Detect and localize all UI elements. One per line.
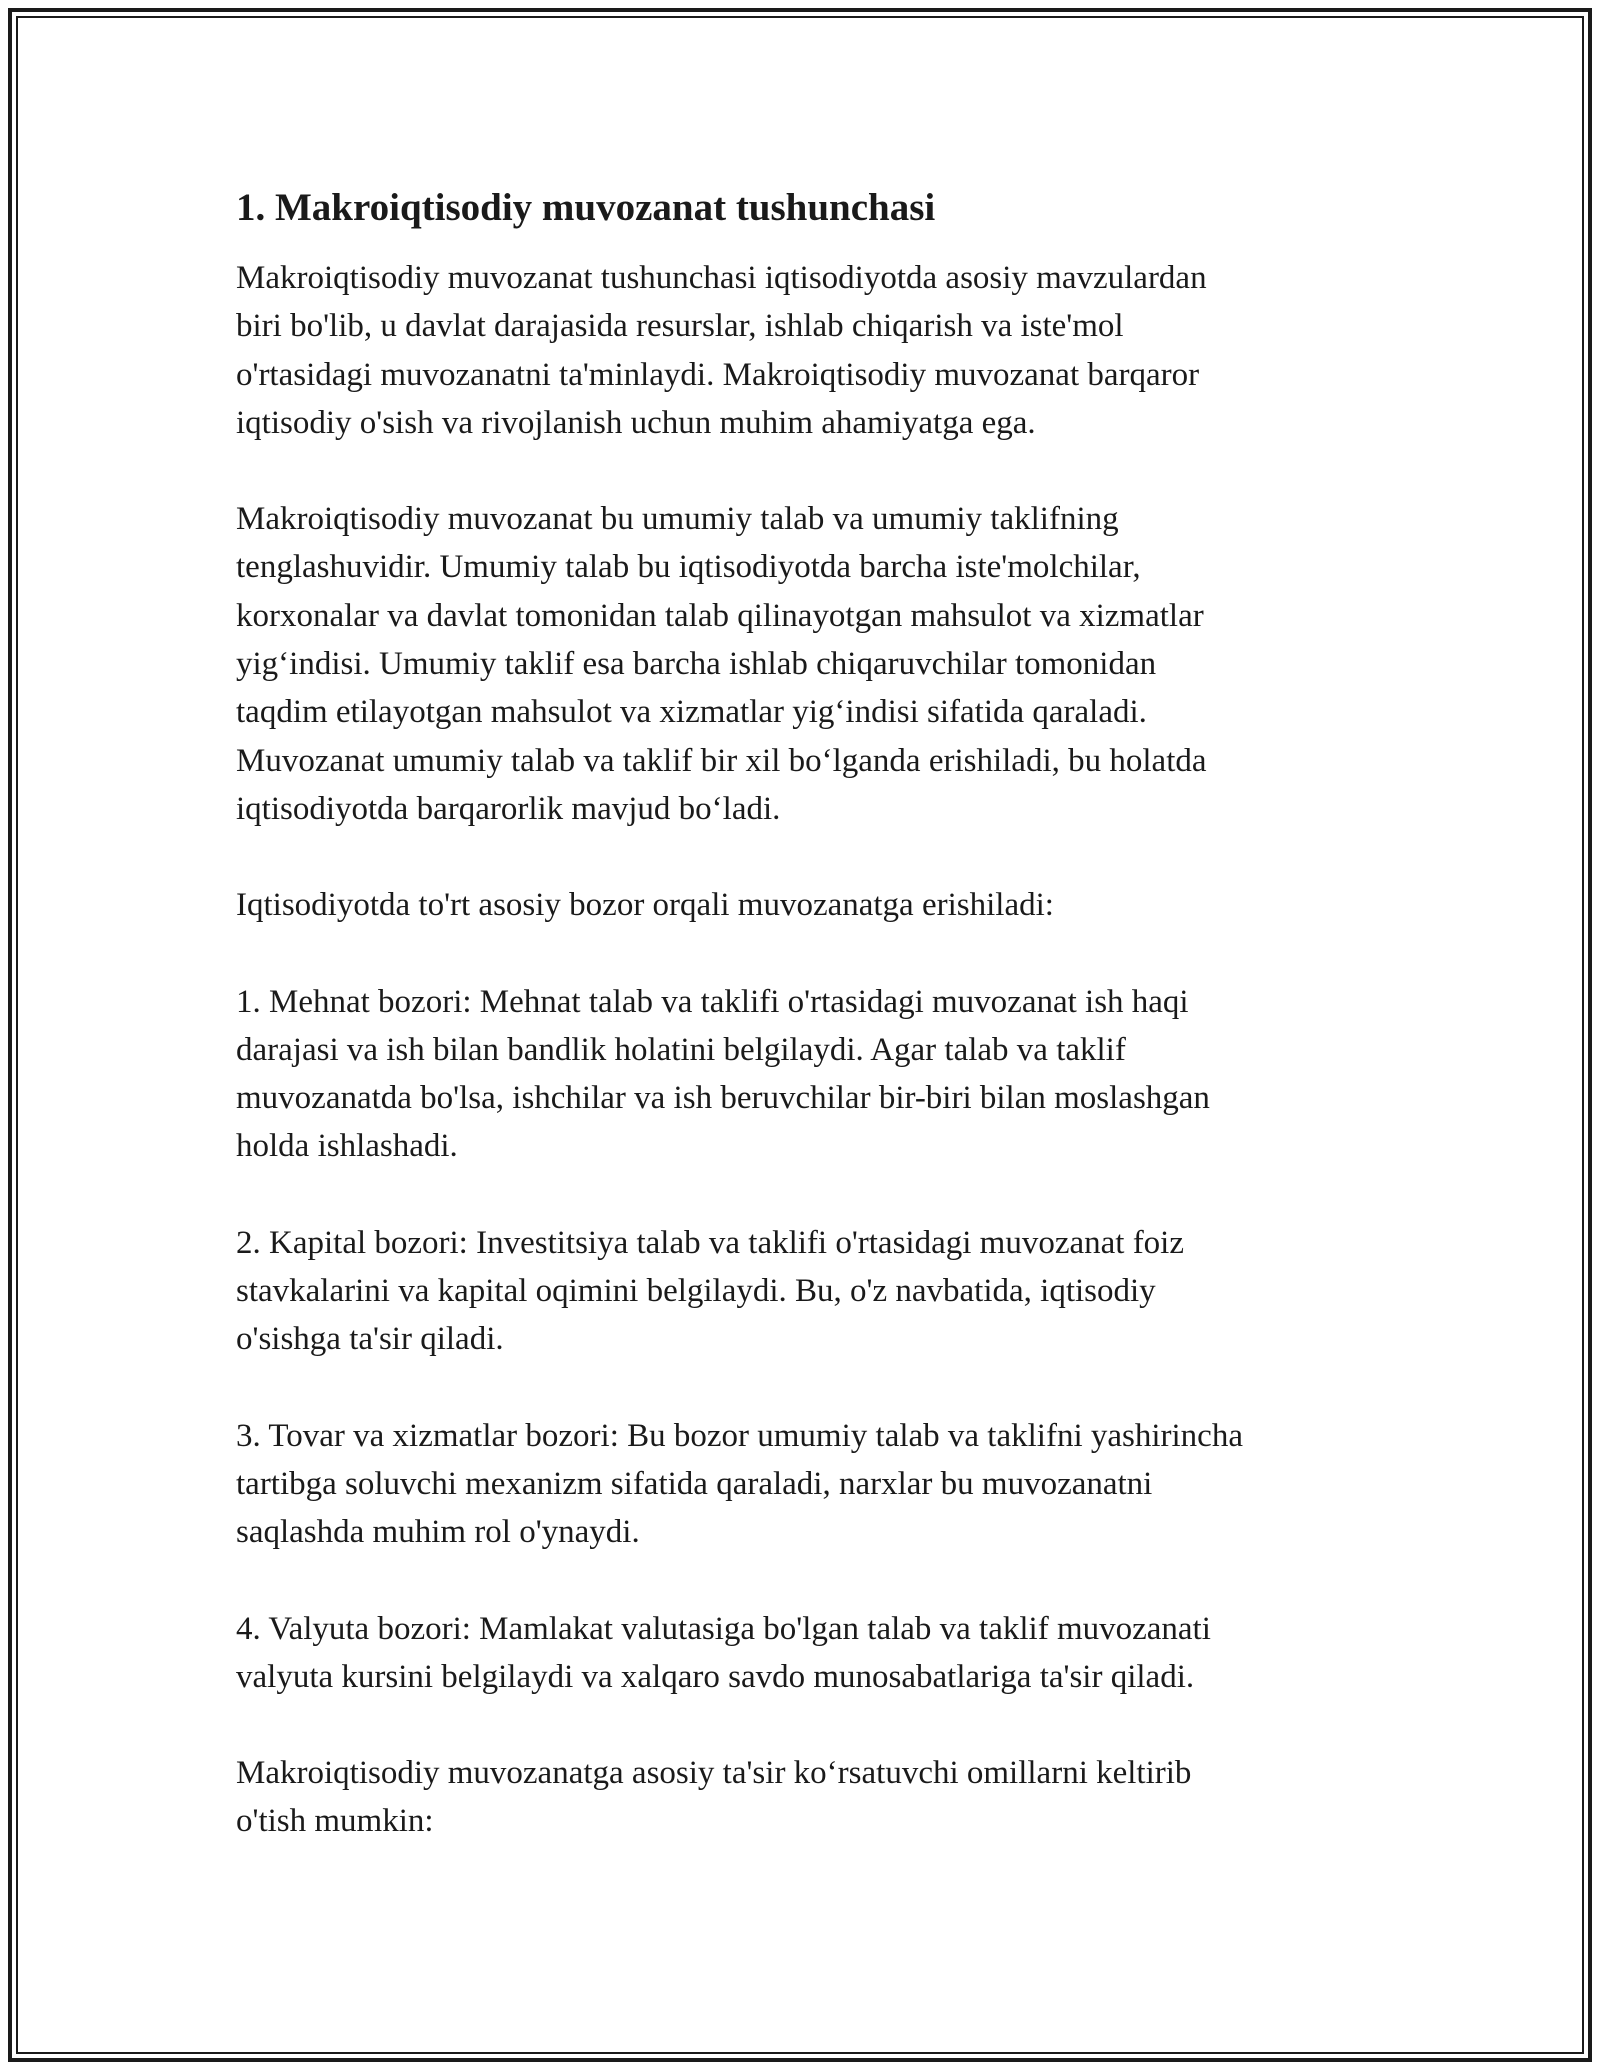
list-item-goods-market: 3. Tovar va xizmatlar bozori: Bu bozor umumiy talab va taklifni yashirincha tartibga soluvchi mexanizm sifatida qaraladi, narxlar bu muvozanatni saqlashda muhim rol o'ynaydi. bbox=[236, 1417, 1243, 1551]
list-item-capital-market: 2. Kapital bozori: Investitsiya talab va taklifi o'rtasidagi muvozanat foiz stavkalarini va kapital oqimini belgilaydi. Bu, o'z navbatida, iqtisodiy o'sishga ta'sir qiladi. bbox=[236, 1224, 1184, 1358]
paragraph-factors-intro: Makroiqtisodiy muvozanatga asosiy ta'sir ko‘rsatuvchi omillarni keltirib o'tish mumkin: bbox=[236, 1755, 1192, 1840]
paragraph-markets-intro: Iqtisodiyotda to'rt asosiy bozor orqali muvozanatga erishiladi: bbox=[236, 887, 1054, 924]
document-body bbox=[236, 184, 1386, 1846]
section-heading: 1. Makroiqtisodiy muvozanat tushunchasi bbox=[236, 186, 936, 229]
list-item-labor-market: 1. Mehnat bozori: Mehnat talab va taklifi o'rtasidagi muvozanat ish haqi darajasi va ish bilan bandlik holatini belgilaydi. Agar talab va taklif muvozanatda bo'lsa, ishchilar va ish beruvchilar bir-biri bilan moslashgan holda ishlashadi. bbox=[236, 983, 1210, 1165]
paragraph-definition: Makroiqtisodiy muvozanat bu umumiy talab va umumiy taklifning tenglashuvidir. Umumiy talab bu iqtisodiyotda barcha iste'molchilar, korxonalar va davlat tomonidan talab qilinayotgan mahsulot va xizmatlar yig‘indisi. Umumiy taklif esa barcha ishlab chiqaruvchilar tomonidan taqdim etilayotgan mahsulot va xizmatlar yig‘indisi sifatida qaraladi. Muvozanat umumiy talab va taklif bir xil bo‘lganda erishiladi, bu holatda iqtisodiyotda barqarorlik mavjud bo‘ladi. bbox=[236, 501, 1207, 827]
list-item-currency-market: 4. Valyuta bozori: Mamlakat valutasiga bo'lgan talab va taklif muvozanati valyuta kursini belgilaydi va xalqaro savdo munosabatlariga ta'sir qiladi. bbox=[236, 1610, 1211, 1695]
paragraph-intro: Makroiqtisodiy muvozanat tushunchasi iqtisodiyotda asosiy mavzulardan biri bo'lib, u davlat darajasida resurslar, ishlab chiqarish va iste'mol o'rtasidagi muvozanatni ta'minlaydi. Makroiqtisodiy muvozanat barqaror iqtisodiy o'sish va rivojlanish uchun muhim ahamiyatga ega. bbox=[236, 260, 1207, 441]
